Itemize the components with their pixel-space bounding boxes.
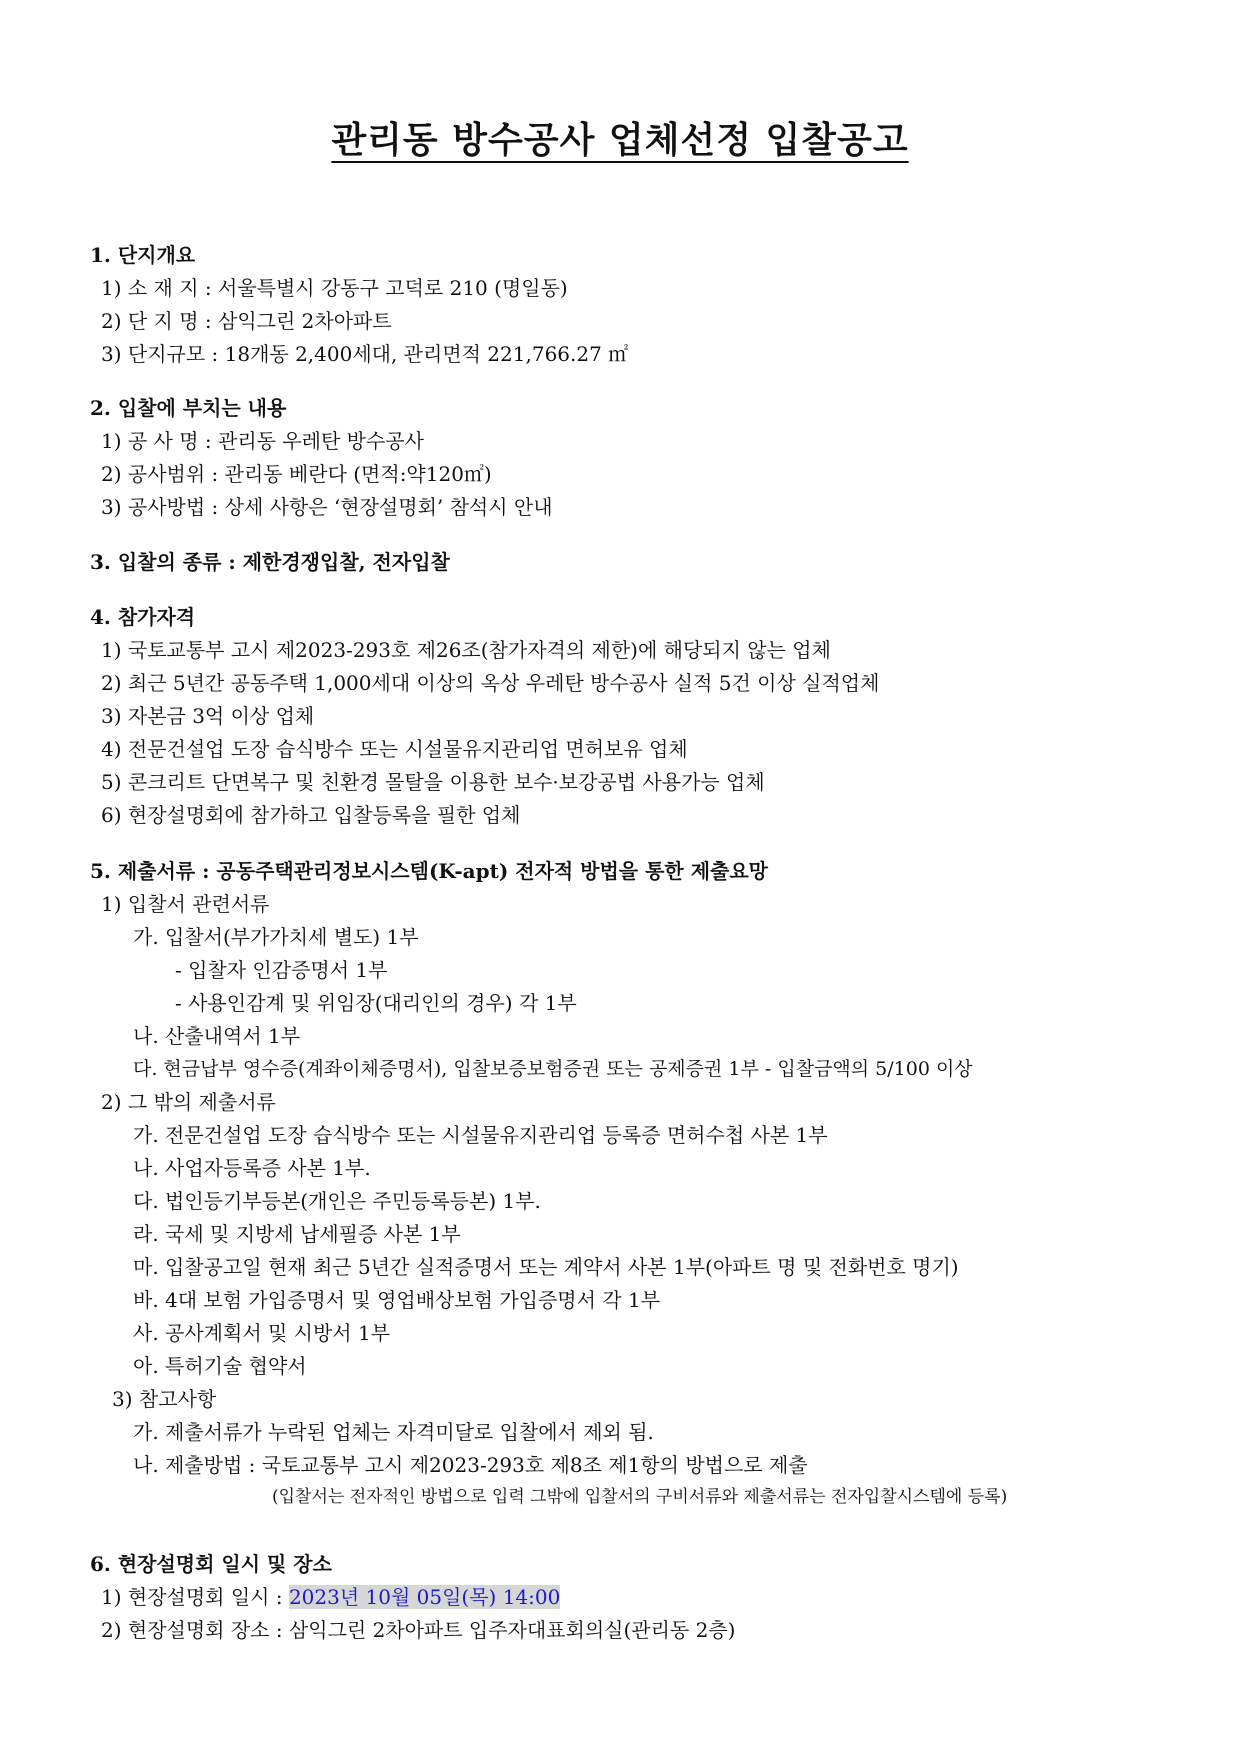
section-1-item: 2) 단 지 명 : 삼익그린 2차아파트 bbox=[101, 309, 392, 333]
section-3-heading: 3. 입찰의 종류 : 제한경쟁입찰, 전자입찰 bbox=[90, 550, 450, 574]
section-2-item: 3) 공사방법 : 상세 사항은 ‘현장설명회’ 참석시 안내 bbox=[101, 495, 553, 519]
section-4-item: 5) 콘크리트 단면복구 및 친환경 몰탈을 이용한 보수·보강공법 사용가능 업체 bbox=[101, 770, 765, 794]
section-5-sub1-label: 1) 입찰서 관련서류 bbox=[101, 892, 270, 916]
section-5-sub2-item: 사. 공사계획서 및 시방서 1부 bbox=[133, 1321, 391, 1345]
section-5-sub3-label: 3) 참고사항 bbox=[112, 1387, 217, 1411]
section-5-sub2-item: 아. 특허기술 협약서 bbox=[133, 1354, 307, 1378]
section-5-sub1-item: - 사용인감계 및 위임장(대리인의 경우) 각 1부 bbox=[175, 991, 577, 1015]
section-5-sub3-item: 가. 제출서류가 누락된 업체는 자격미달로 입찰에서 제외 됨. bbox=[133, 1420, 654, 1444]
section-5-sub2-label: 2) 그 밖의 제출서류 bbox=[101, 1090, 276, 1114]
section-5-sub2-item: 라. 국세 및 지방세 납세필증 사본 1부 bbox=[133, 1222, 461, 1246]
section-1-item: 3) 단지규모 : 18개동 2,400세대, 관리면적 221,766.27 ㎡ bbox=[101, 342, 629, 366]
section-5-sub2-item: 바. 4대 보험 가입증명서 및 영업배상보험 가입증명서 각 1부 bbox=[133, 1288, 661, 1312]
section-5-sub1-item: 나. 산출내역서 1부 bbox=[133, 1024, 301, 1048]
section-5-heading: 5. 제출서류 : 공동주택관리정보시스템(K-apt) 전자적 방법을 통한 제출요망 bbox=[90, 859, 768, 883]
section-5-sub1-item: 가. 입찰서(부가가치세 별도) 1부 bbox=[133, 925, 419, 949]
section-5-sub2-item: 나. 사업자등록증 사본 1부. bbox=[133, 1156, 371, 1180]
section-6-heading: 6. 현장설명회 일시 및 장소 bbox=[90, 1552, 332, 1576]
section-5-sub1-item: - 입찰자 인감증명서 1부 bbox=[175, 958, 388, 982]
section-5-sub2-item: 마. 입찰공고일 현재 최근 5년간 실적증명서 또는 계약서 사본 1부(아파트 명 및 전화번호 명기) bbox=[133, 1255, 959, 1279]
section-1-heading: 1. 단지개요 bbox=[90, 243, 196, 267]
section-2-item: 1) 공 사 명 : 관리동 우레탄 방수공사 bbox=[101, 429, 424, 453]
section-5-sub2-item: 가. 전문건설업 도장 습식방수 또는 시설물유지관리업 등록증 면허수첩 사본 1부 bbox=[133, 1123, 828, 1147]
briefing-date-value: 2023년 10월 05일(목) 14:00 bbox=[288, 1585, 561, 1609]
briefing-place-line: 2) 현장설명회 장소 : 삼익그린 2차아파트 입주자대표회의실(관리동 2층) bbox=[101, 1618, 736, 1642]
section-4-item: 1) 국토교통부 고시 제2023-293호 제26조(참가자격의 제한)에 해당되지 않는 업체 bbox=[101, 638, 831, 662]
section-2-item: 2) 공사범위 : 관리동 베란다 (면적:약120㎡) bbox=[101, 462, 492, 486]
page-title: 관리동 방수공사 업체선정 입찰공고 bbox=[331, 119, 909, 161]
section-5-sub1-item: 다. 현금납부 영수증(계좌이체증명서), 입찰보증보험증권 또는 공제증권 1부 - 입찰금액의 5/100 이상 bbox=[133, 1058, 973, 1080]
briefing-date-line bbox=[101, 1585, 560, 1609]
briefing-date-label: 1) 현장설명회 일시 : bbox=[101, 1585, 289, 1609]
section-4-heading: 4. 참가자격 bbox=[90, 605, 196, 629]
section-4-item: 4) 전문건설업 도장 습식방수 또는 시설물유지관리업 면허보유 업체 bbox=[101, 737, 688, 761]
section-4-item: 2) 최근 5년간 공동주택 1,000세대 이상의 옥상 우레탄 방수공사 실적 5건 이상 실적업체 bbox=[101, 671, 880, 695]
section-4-item: 6) 현장설명회에 참가하고 입찰등록을 필한 업체 bbox=[101, 803, 521, 827]
section-1-item: 1) 소 재 지 : 서울특별시 강동구 고덕로 210 (명일동) bbox=[101, 276, 568, 300]
section-4-item: 3) 자본금 3억 이상 업체 bbox=[101, 704, 315, 728]
section-5-sub2-item: 다. 법인등기부등본(개인은 주민등록등본) 1부. bbox=[133, 1189, 541, 1213]
section-2-heading: 2. 입찰에 부치는 내용 bbox=[90, 396, 287, 420]
section-5-sub3-item: 나. 제출방법 : 국토교통부 고시 제2023-293호 제8조 제1항의 방법으로 제출 bbox=[133, 1453, 808, 1477]
section-5-sub3-note: (입찰서는 전자적인 방법으로 입력 그밖에 입찰서의 구비서류와 제출서류는 전자입찰시스템에 등록) bbox=[272, 1487, 1008, 1507]
